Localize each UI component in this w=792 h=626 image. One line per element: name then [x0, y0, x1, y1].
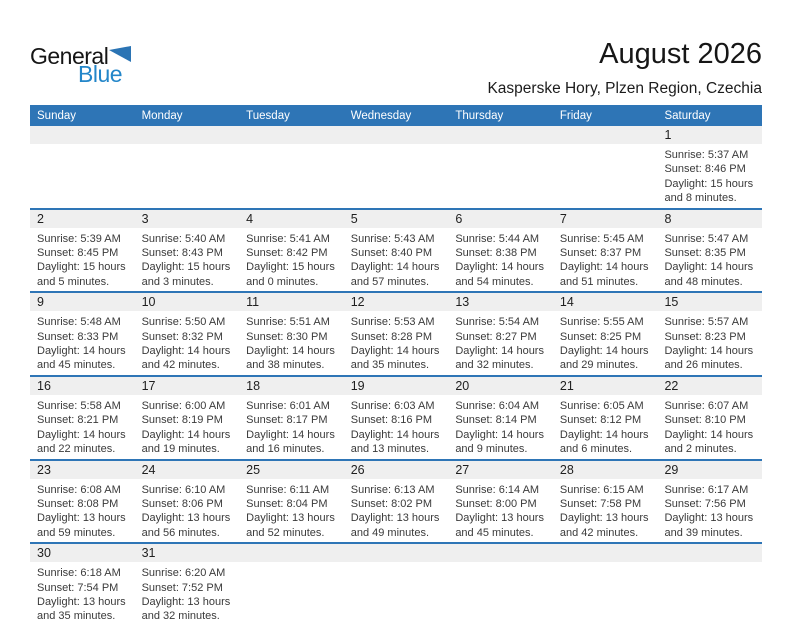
daylight-hours-text: Daylight: 14 hours	[455, 345, 544, 358]
sunset-text: Sunset: 8:40 PM	[350, 247, 433, 260]
day-number: 23	[30, 461, 135, 479]
daylight-minutes-text: and 54 minutes.	[455, 275, 534, 288]
sunrise-text: Sunrise: 5:47 AM	[664, 232, 749, 245]
day-info	[553, 562, 658, 568]
sunrise-text: Sunrise: 6:18 AM	[37, 567, 121, 580]
day-number	[239, 126, 344, 144]
day-cell	[553, 293, 658, 375]
daylight-minutes-text: and 45 minutes.	[37, 359, 116, 372]
day-cell	[30, 377, 135, 459]
sunset-text: Sunset: 8:19 PM	[141, 414, 223, 427]
day-info	[239, 144, 344, 150]
daylight-hours-text: Daylight: 13 hours	[141, 512, 231, 525]
sunset-text: Sunset: 8:33 PM	[37, 330, 119, 343]
day-cell	[135, 377, 240, 459]
sunset-text: Sunset: 8:21 PM	[37, 414, 119, 427]
sunrise-text: Sunrise: 6:14 AM	[455, 483, 540, 496]
day-cell	[657, 210, 762, 292]
day-number	[344, 544, 449, 562]
daylight-hours-text: Daylight: 13 hours	[350, 512, 440, 525]
sunset-text: Sunset: 8:17 PM	[246, 414, 328, 427]
day-info	[448, 562, 553, 568]
day-cell	[135, 544, 240, 626]
sunrise-text: Sunrise: 5:50 AM	[141, 316, 226, 329]
day-info	[553, 228, 658, 292]
day-number: 24	[135, 461, 240, 479]
daylight-hours-text: Daylight: 13 hours	[246, 512, 335, 525]
daylight-hours-text: Daylight: 15 hours	[664, 177, 754, 190]
sunset-text: Sunset: 8:42 PM	[246, 247, 328, 260]
weekday-header-tuesday: Tuesday	[246, 109, 290, 122]
day-info	[239, 562, 344, 568]
day-number: 6	[448, 210, 553, 228]
day-cell	[239, 377, 344, 459]
day-cell	[553, 210, 658, 292]
day-info	[553, 144, 658, 150]
sunset-text: Sunset: 8:10 PM	[664, 414, 746, 427]
sunrise-text: Sunrise: 6:13 AM	[350, 483, 435, 496]
daylight-minutes-text: and 57 minutes.	[350, 275, 430, 288]
sunrise-text: Sunrise: 6:00 AM	[141, 399, 226, 412]
day-info	[448, 311, 553, 375]
day-cell	[657, 461, 762, 543]
daylight-minutes-text: and 45 minutes.	[455, 526, 534, 539]
sunset-text: Sunset: 8:23 PM	[664, 330, 746, 343]
week-row	[30, 126, 762, 208]
weekday-header-saturday: Saturday	[664, 109, 711, 122]
day-info	[135, 479, 240, 543]
daylight-minutes-text: and 35 minutes.	[37, 610, 116, 623]
day-number: 3	[135, 210, 240, 228]
day-info	[657, 395, 762, 459]
day-info	[30, 562, 135, 626]
day-cell	[657, 377, 762, 459]
sunset-text: Sunset: 8:25 PM	[559, 330, 642, 343]
day-number: 29	[657, 461, 762, 479]
daylight-hours-text: Daylight: 13 hours	[455, 512, 544, 525]
day-number: 10	[135, 293, 240, 311]
day-number: 16	[30, 377, 135, 395]
weekday-header-sunday: Sunday	[37, 109, 77, 122]
day-number: 13	[448, 293, 553, 311]
daylight-minutes-text: and 2 minutes.	[664, 443, 737, 456]
daylight-hours-text: Daylight: 14 hours	[350, 261, 440, 274]
weekday-header-monday: Monday	[141, 109, 183, 122]
sunrise-text: Sunrise: 5:37 AM	[664, 149, 749, 161]
daylight-hours-text: Daylight: 14 hours	[664, 261, 754, 274]
daylight-minutes-text: and 52 minutes.	[246, 526, 325, 539]
day-number	[344, 126, 449, 144]
day-number: 21	[553, 377, 658, 395]
daylight-hours-text: Daylight: 14 hours	[455, 428, 544, 441]
day-cell	[239, 293, 344, 375]
day-cell	[657, 126, 762, 208]
day-info	[657, 228, 762, 292]
day-cell	[344, 544, 449, 626]
weekday-header-wednesday: Wednesday	[350, 109, 412, 122]
day-cell	[30, 210, 135, 292]
day-info	[657, 562, 762, 568]
day-number: 30	[30, 544, 135, 562]
day-info	[239, 228, 344, 292]
day-info	[30, 144, 135, 150]
day-number: 15	[657, 293, 762, 311]
day-info	[657, 479, 762, 543]
daylight-minutes-text: and 19 minutes.	[141, 443, 220, 456]
day-cell	[553, 461, 658, 543]
day-cell	[239, 126, 344, 208]
weekday-header-friday: Friday	[559, 109, 592, 122]
sunrise-text: Sunrise: 5:39 AM	[37, 232, 121, 245]
day-cell	[239, 544, 344, 626]
sunrise-text: Sunrise: 6:03 AM	[350, 399, 435, 412]
day-cell	[448, 377, 553, 459]
week-row	[30, 291, 762, 375]
sunset-text: Sunset: 8:12 PM	[559, 414, 642, 427]
day-info	[344, 479, 449, 543]
daylight-minutes-text: and 8 minutes.	[664, 192, 737, 205]
sunrise-text: Sunrise: 6:05 AM	[559, 399, 644, 412]
sunset-text: Sunset: 8:43 PM	[141, 247, 223, 260]
sunrise-text: Sunrise: 5:48 AM	[37, 316, 121, 329]
daylight-hours-text: Daylight: 14 hours	[246, 428, 335, 441]
sunrise-text: Sunrise: 6:20 AM	[141, 567, 226, 580]
day-info	[239, 395, 344, 459]
day-number	[30, 126, 135, 144]
day-cell	[448, 210, 553, 292]
day-cell	[135, 210, 240, 292]
day-info	[657, 311, 762, 375]
day-number	[239, 544, 344, 562]
day-info	[30, 228, 135, 292]
day-cell	[344, 461, 449, 543]
header-titles	[487, 38, 762, 98]
logo-text-blue: Blue	[78, 61, 123, 87]
sunset-text: Sunset: 8:04 PM	[246, 497, 328, 510]
daylight-minutes-text: and 3 minutes.	[141, 275, 214, 288]
sunset-text: Sunset: 8:16 PM	[350, 414, 433, 427]
day-info	[553, 479, 658, 543]
day-info	[553, 395, 658, 459]
daylight-hours-text: Daylight: 14 hours	[559, 428, 649, 441]
day-number: 8	[657, 210, 762, 228]
sunrise-text: Sunrise: 5:58 AM	[37, 399, 121, 412]
sunrise-text: Sunrise: 6:11 AM	[246, 483, 330, 496]
week-row	[30, 542, 762, 626]
daylight-minutes-text: and 0 minutes.	[246, 275, 319, 288]
day-info	[344, 311, 449, 375]
day-number	[448, 126, 553, 144]
day-number: 5	[344, 210, 449, 228]
daylight-hours-text: Daylight: 14 hours	[664, 428, 754, 441]
calendar-weeks	[30, 126, 762, 626]
daylight-minutes-text: and 6 minutes.	[559, 443, 633, 456]
daylight-hours-text: Daylight: 14 hours	[559, 261, 649, 274]
day-number: 25	[239, 461, 344, 479]
sunrise-text: Sunrise: 6:10 AM	[141, 483, 226, 496]
day-info	[344, 562, 449, 568]
day-cell	[553, 126, 658, 208]
day-number: 1	[657, 126, 762, 144]
day-cell	[657, 544, 762, 626]
sunrise-text: Sunrise: 5:40 AM	[141, 232, 226, 245]
day-number: 22	[657, 377, 762, 395]
sunset-text: Sunset: 7:54 PM	[37, 581, 119, 594]
sunrise-text: Sunrise: 5:43 AM	[350, 232, 435, 245]
daylight-hours-text: Daylight: 14 hours	[37, 428, 126, 441]
daylight-minutes-text: and 32 minutes.	[141, 610, 220, 623]
calendar-table	[30, 105, 762, 626]
sunrise-text: Sunrise: 6:01 AM	[246, 399, 330, 412]
sunrise-text: Sunrise: 6:15 AM	[559, 483, 644, 496]
day-cell	[344, 293, 449, 375]
daylight-hours-text: Daylight: 14 hours	[246, 345, 335, 358]
daylight-hours-text: Daylight: 15 hours	[141, 261, 231, 274]
daylight-hours-text: Daylight: 13 hours	[37, 512, 126, 525]
daylight-hours-text: Daylight: 14 hours	[37, 345, 126, 358]
daylight-hours-text: Daylight: 14 hours	[559, 345, 649, 358]
day-cell	[448, 544, 553, 626]
day-cell	[448, 461, 553, 543]
day-number: 18	[239, 377, 344, 395]
daylight-minutes-text: and 39 minutes.	[664, 526, 743, 539]
day-cell	[135, 461, 240, 543]
day-info	[135, 228, 240, 292]
day-number: 11	[239, 293, 344, 311]
day-cell	[448, 126, 553, 208]
day-info	[30, 311, 135, 375]
daylight-hours-text: Daylight: 13 hours	[141, 595, 231, 608]
sunset-text: Sunset: 8:45 PM	[37, 247, 119, 260]
day-cell	[657, 293, 762, 375]
sunrise-text: Sunrise: 5:55 AM	[559, 316, 644, 329]
page-title: August 2026	[599, 38, 762, 70]
daylight-minutes-text: and 48 minutes.	[664, 275, 743, 288]
daylight-hours-text: Daylight: 14 hours	[141, 428, 231, 441]
daylight-minutes-text: and 16 minutes.	[246, 443, 325, 456]
day-number: 17	[135, 377, 240, 395]
day-info	[657, 144, 762, 208]
day-info	[239, 311, 344, 375]
sunrise-text: Sunrise: 6:08 AM	[37, 483, 121, 496]
weekday-header-thursday: Thursday	[455, 109, 504, 122]
daylight-hours-text: Daylight: 14 hours	[350, 428, 440, 441]
day-cell	[30, 126, 135, 208]
sunset-text: Sunset: 8:46 PM	[664, 163, 746, 176]
day-info	[135, 311, 240, 375]
day-cell	[30, 293, 135, 375]
sunset-text: Sunset: 8:02 PM	[350, 497, 433, 510]
daylight-minutes-text: and 59 minutes.	[37, 526, 116, 539]
day-info	[344, 228, 449, 292]
sunset-text: Sunset: 8:35 PM	[664, 247, 746, 260]
day-info	[135, 395, 240, 459]
day-info	[344, 144, 449, 150]
sunset-text: Sunset: 7:58 PM	[559, 497, 642, 510]
daylight-hours-text: Daylight: 14 hours	[664, 345, 754, 358]
sunset-text: Sunset: 8:00 PM	[455, 497, 537, 510]
day-info	[448, 228, 553, 292]
sunset-text: Sunset: 8:37 PM	[559, 247, 642, 260]
day-number: 7	[553, 210, 658, 228]
sunrise-text: Sunrise: 5:45 AM	[559, 232, 644, 245]
day-info	[448, 144, 553, 150]
day-info	[448, 479, 553, 543]
day-number: 26	[344, 461, 449, 479]
day-number: 2	[30, 210, 135, 228]
sunset-text: Sunset: 8:06 PM	[141, 497, 223, 510]
sunset-text: Sunset: 8:27 PM	[455, 330, 537, 343]
daylight-hours-text: Daylight: 14 hours	[455, 261, 544, 274]
logo-text-general: General	[30, 43, 109, 69]
day-cell	[239, 461, 344, 543]
daylight-minutes-text: and 49 minutes.	[350, 526, 430, 539]
daylight-minutes-text: and 9 minutes.	[455, 443, 528, 456]
sunrise-text: Sunrise: 6:04 AM	[455, 399, 540, 412]
day-number: 9	[30, 293, 135, 311]
day-number	[657, 544, 762, 562]
day-number	[553, 544, 658, 562]
day-cell	[553, 377, 658, 459]
daylight-hours-text: Daylight: 14 hours	[141, 345, 231, 358]
daylight-hours-text: Daylight: 13 hours	[559, 512, 649, 525]
daylight-minutes-text: and 22 minutes.	[37, 443, 116, 456]
day-cell	[30, 461, 135, 543]
sunrise-text: Sunrise: 5:51 AM	[246, 316, 330, 329]
day-number: 14	[553, 293, 658, 311]
daylight-minutes-text: and 38 minutes.	[246, 359, 325, 372]
sunset-text: Sunset: 8:28 PM	[350, 330, 433, 343]
general-blue-logo	[30, 43, 131, 87]
day-info	[135, 562, 240, 626]
sunset-text: Sunset: 7:52 PM	[141, 581, 223, 594]
day-cell	[553, 544, 658, 626]
day-cell	[344, 377, 449, 459]
daylight-minutes-text: and 42 minutes.	[559, 526, 639, 539]
sunrise-text: Sunrise: 6:17 AM	[664, 483, 749, 496]
daylight-minutes-text: and 35 minutes.	[350, 359, 430, 372]
logo-triangle-icon	[109, 46, 131, 62]
day-info	[344, 395, 449, 459]
sunrise-text: Sunrise: 5:44 AM	[455, 232, 540, 245]
daylight-hours-text: Daylight: 14 hours	[350, 345, 440, 358]
day-info	[135, 144, 240, 150]
day-cell	[135, 126, 240, 208]
week-row	[30, 375, 762, 459]
day-number: 20	[448, 377, 553, 395]
day-cell	[239, 210, 344, 292]
day-number	[448, 544, 553, 562]
day-info	[553, 311, 658, 375]
day-info	[30, 479, 135, 543]
sunset-text: Sunset: 8:08 PM	[37, 497, 119, 510]
day-info	[30, 395, 135, 459]
sunrise-text: Sunrise: 5:54 AM	[455, 316, 540, 329]
day-number: 27	[448, 461, 553, 479]
sunset-text: Sunset: 8:30 PM	[246, 330, 328, 343]
day-number: 19	[344, 377, 449, 395]
sunrise-text: Sunrise: 5:53 AM	[350, 316, 435, 329]
daylight-hours-text: Daylight: 13 hours	[664, 512, 754, 525]
week-row	[30, 459, 762, 543]
sunset-text: Sunset: 8:32 PM	[141, 330, 223, 343]
day-cell	[135, 293, 240, 375]
daylight-minutes-text: and 26 minutes.	[664, 359, 743, 372]
day-number: 4	[239, 210, 344, 228]
day-number	[553, 126, 658, 144]
day-cell	[30, 544, 135, 626]
day-number: 28	[553, 461, 658, 479]
daylight-hours-text: Daylight: 15 hours	[37, 261, 126, 274]
sunset-text: Sunset: 7:56 PM	[664, 497, 746, 510]
day-number: 31	[135, 544, 240, 562]
day-cell	[344, 126, 449, 208]
day-info	[448, 395, 553, 459]
sunset-text: Sunset: 8:14 PM	[455, 414, 537, 427]
daylight-minutes-text: and 13 minutes.	[350, 443, 430, 456]
day-info	[239, 479, 344, 543]
weekday-header-row	[30, 105, 762, 126]
daylight-minutes-text: and 51 minutes.	[559, 275, 639, 288]
daylight-minutes-text: and 42 minutes.	[141, 359, 220, 372]
day-cell	[448, 293, 553, 375]
sunrise-text: Sunrise: 6:07 AM	[664, 399, 749, 412]
sunrise-text: Sunrise: 5:57 AM	[664, 316, 749, 329]
daylight-hours-text: Daylight: 15 hours	[246, 261, 335, 274]
daylight-minutes-text: and 32 minutes.	[455, 359, 534, 372]
sunrise-text: Sunrise: 5:41 AM	[246, 232, 330, 245]
daylight-hours-text: Daylight: 13 hours	[37, 595, 126, 608]
daylight-minutes-text: and 29 minutes.	[559, 359, 639, 372]
sunset-text: Sunset: 8:38 PM	[455, 247, 537, 260]
day-number	[135, 126, 240, 144]
page-subtitle: Kasperske Hory, Plzen Region, Czechia	[487, 80, 762, 97]
day-cell	[344, 210, 449, 292]
week-row	[30, 208, 762, 292]
daylight-minutes-text: and 56 minutes.	[141, 526, 220, 539]
day-number: 12	[344, 293, 449, 311]
daylight-minutes-text: and 5 minutes.	[37, 275, 110, 288]
